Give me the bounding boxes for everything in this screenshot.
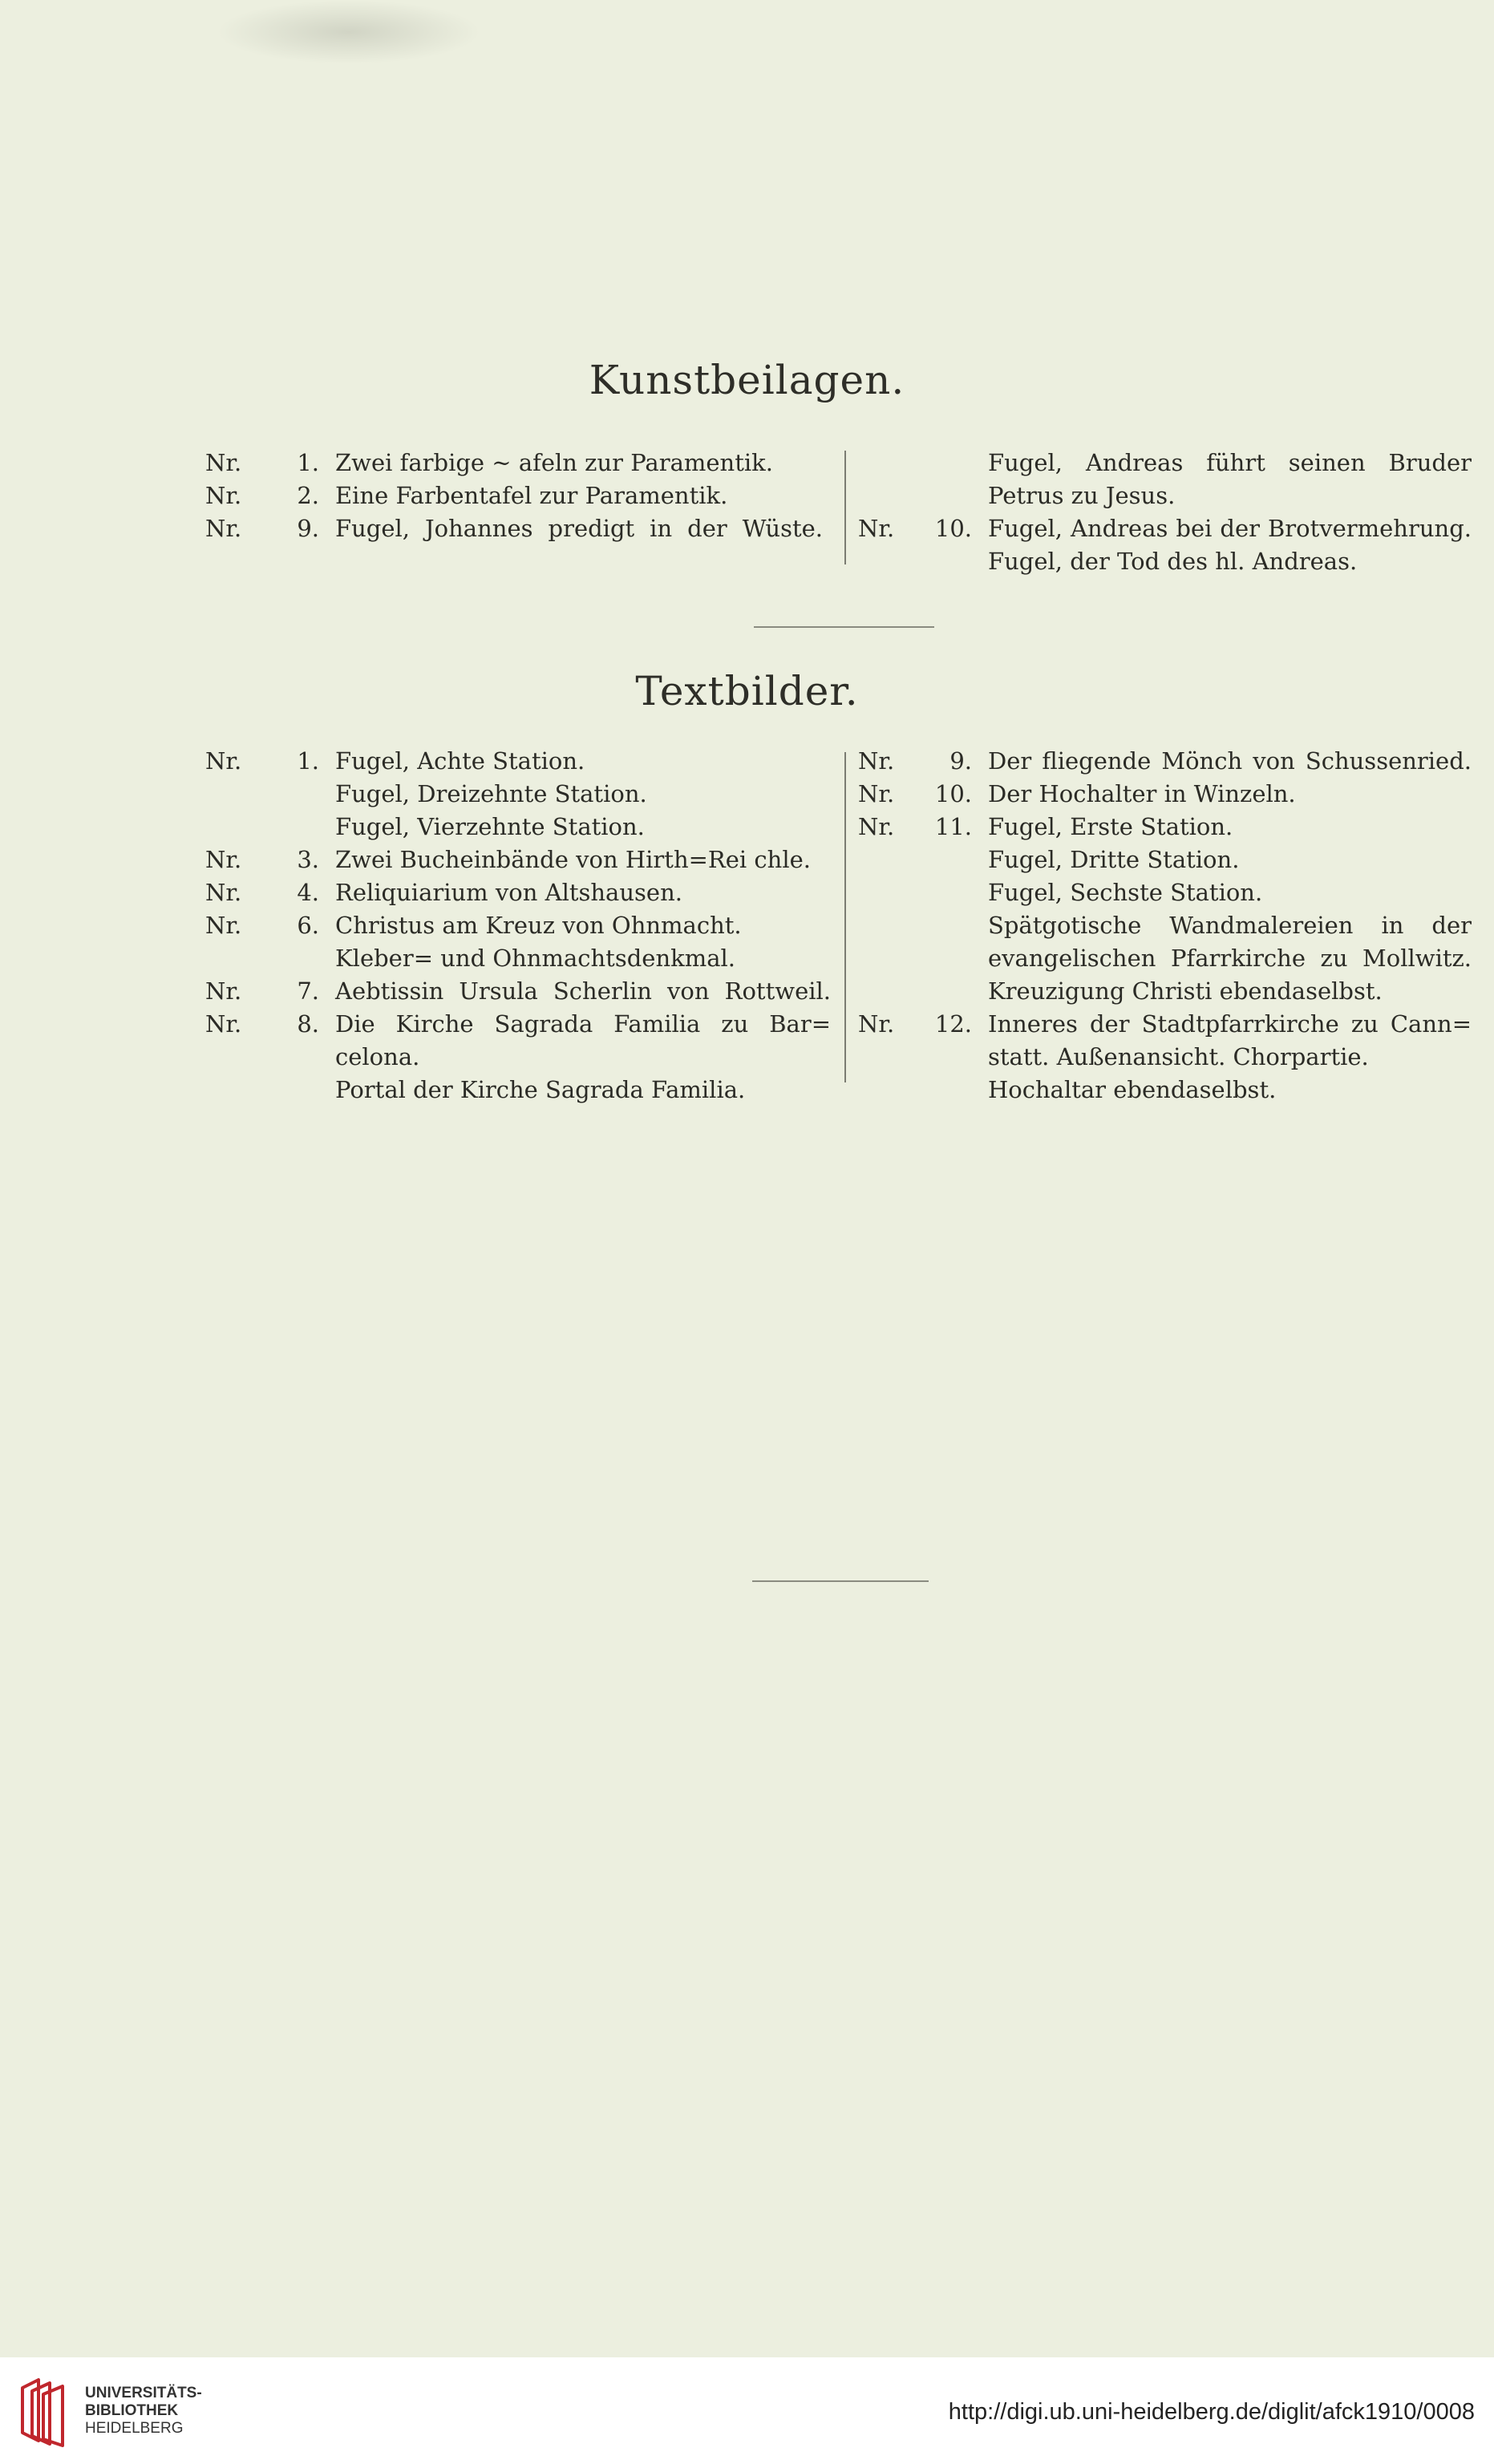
entry-number — [908, 909, 988, 942]
logo-line: BIBLIOTHEK — [85, 2402, 179, 2419]
list-item — [205, 876, 831, 909]
entry-text: Fugel, Sechste Station. — [988, 879, 1263, 906]
entry-text: statt. Außenansicht. Chorpartie. — [988, 1043, 1369, 1070]
entry-prefix: Nr. — [858, 813, 895, 840]
entry-prefix — [205, 1041, 255, 1074]
list-item — [858, 1074, 1472, 1107]
logo-line: HEIDELBERG — [85, 2420, 184, 2437]
entry-text: celona. — [335, 1043, 420, 1070]
entry-prefix — [858, 844, 908, 876]
entry-text: Der Hochalter in Winzeln. — [988, 780, 1296, 807]
entry-number — [908, 1041, 988, 1074]
entry-prefix: Nr. — [205, 977, 242, 1005]
entry-prefix: Nr. — [205, 879, 242, 906]
entry-text: Fugel, Erste Station. — [988, 813, 1233, 840]
list-item — [205, 811, 831, 844]
entry-prefix: Nr. — [205, 846, 242, 873]
entry-number: 11. — [934, 813, 972, 840]
entry-text: Der fliegende Mönch von Schussenried. — [988, 747, 1472, 775]
list-item — [858, 844, 1472, 876]
entry-prefix — [858, 479, 908, 512]
entry-text: Kreuzigung Christi ebendaselbst. — [988, 977, 1383, 1005]
library-logo-text — [85, 2385, 202, 2438]
entry-text: Zwei farbige ~ afeln zur Paramentik. — [335, 449, 773, 476]
list-item — [858, 447, 1472, 479]
list-item — [858, 545, 1472, 578]
entry-prefix: Nr. — [205, 1010, 242, 1038]
entry-prefix: Nr. — [858, 515, 895, 542]
entry-number — [255, 942, 335, 975]
list-item — [205, 1074, 831, 1107]
entry-text: Hochaltar ebendaselbst. — [988, 1076, 1277, 1103]
kunstbeilagen-left-column — [205, 447, 823, 545]
entry-number: 2. — [297, 482, 319, 509]
entry-prefix: Nr. — [205, 515, 242, 542]
entry-text: Kleber= und Ohnmachtsdenkmal. — [335, 945, 735, 972]
list-item — [858, 909, 1472, 942]
entry-prefix — [858, 1041, 908, 1074]
entry-number: 7. — [297, 977, 319, 1005]
entry-number — [908, 545, 988, 578]
heading-kunstbeilagen: Kunstbeilagen. — [589, 357, 905, 403]
entry-number: 8. — [297, 1010, 319, 1038]
entry-prefix — [858, 876, 908, 909]
entry-number: 12. — [934, 1010, 972, 1038]
list-item — [858, 1008, 1472, 1041]
entry-number — [255, 778, 335, 811]
entry-number: 3. — [297, 846, 319, 873]
footer-bar — [0, 2357, 1494, 2464]
entry-text: Fugel, der Tod des hl. Andreas. — [988, 548, 1358, 575]
source-url[interactable]: http://digi.ub.uni-heidelberg.de/diglit/afck1910/0008 — [948, 2399, 1475, 2425]
entry-prefix — [205, 778, 255, 811]
entry-number — [908, 479, 988, 512]
list-item — [858, 811, 1472, 844]
entry-number — [255, 1074, 335, 1107]
entry-text: Fugel, Dreizehnte Station. — [335, 780, 647, 807]
entry-number — [908, 942, 988, 975]
entry-number: 1. — [297, 747, 319, 775]
entry-prefix — [858, 909, 908, 942]
column-divider — [844, 752, 846, 1082]
list-item — [205, 479, 823, 512]
kunstbeilagen-right-column — [858, 447, 1472, 578]
entry-prefix — [858, 975, 908, 1008]
list-item — [205, 778, 831, 811]
entry-number: 10. — [934, 515, 972, 542]
entry-text: Inneres der Stadtpfarrkirche zu Cann= — [988, 1010, 1472, 1038]
entry-prefix: Nr. — [205, 449, 242, 476]
entry-prefix — [858, 447, 908, 479]
entry-prefix: Nr. — [205, 912, 242, 939]
entry-prefix — [858, 1074, 908, 1107]
entry-text: Spätgotische Wandmalereien in der — [988, 912, 1472, 939]
entry-number: 10. — [934, 780, 972, 807]
entry-prefix: Nr. — [205, 482, 242, 509]
logo-line: UNIVERSITÄTS- — [85, 2385, 202, 2401]
entry-number: 9. — [949, 747, 972, 775]
list-item — [858, 745, 1472, 778]
entry-prefix: Nr. — [205, 747, 242, 775]
list-item — [205, 447, 823, 479]
entry-text: Fugel, Andreas bei der Brotvermehrung. — [988, 515, 1472, 542]
entry-text: Aebtissin Ursula Scherlin von Rottweil. — [335, 977, 831, 1005]
entry-text: Fugel, Achte Station. — [335, 747, 585, 775]
section-divider — [752, 1580, 929, 1582]
entry-number — [908, 844, 988, 876]
entry-text: Die Kirche Sagrada Familia zu Bar= — [335, 1010, 831, 1038]
list-item — [205, 942, 831, 975]
list-item — [858, 512, 1472, 545]
list-item — [205, 1008, 831, 1041]
section-divider — [754, 626, 934, 628]
entry-number — [908, 1074, 988, 1107]
entry-prefix: Nr. — [858, 1010, 895, 1038]
list-item — [205, 975, 831, 1008]
textbilder-right-column — [858, 745, 1472, 1107]
list-item — [858, 479, 1472, 512]
list-item — [205, 512, 823, 545]
entry-number: 1. — [297, 449, 319, 476]
entry-number — [908, 975, 988, 1008]
list-item — [858, 942, 1472, 975]
list-item — [205, 909, 831, 942]
list-item — [858, 778, 1472, 811]
entry-text: Fugel, Vierzehnte Station. — [335, 813, 645, 840]
list-item — [205, 844, 831, 876]
list-item — [858, 975, 1472, 1008]
column-divider — [844, 451, 846, 564]
entry-text: Fugel, Andreas führt seinen Bruder — [988, 449, 1472, 476]
entry-text: Portal der Kirche Sagrada Familia. — [335, 1076, 746, 1103]
entry-prefix — [858, 942, 908, 975]
entry-text: Christus am Kreuz von Ohnmacht. — [335, 912, 742, 939]
entry-number — [908, 447, 988, 479]
list-item — [858, 876, 1472, 909]
entry-number: 9. — [297, 515, 319, 542]
entry-prefix — [205, 942, 255, 975]
list-item — [858, 1041, 1472, 1074]
entry-prefix — [205, 811, 255, 844]
entry-text: Fugel, Johannes predigt in der Wüste. — [335, 515, 823, 542]
entry-number: 4. — [297, 879, 319, 906]
entry-text: Fugel, Dritte Station. — [988, 846, 1240, 873]
entry-prefix: Nr. — [858, 747, 895, 775]
entry-number — [908, 876, 988, 909]
entry-text: evangelischen Pfarrkirche zu Mollwitz. — [988, 945, 1472, 972]
entry-number — [255, 811, 335, 844]
entry-text: Zwei Bucheinbände von Hirth=Rei chle. — [335, 846, 811, 873]
entry-text: Eine Farbentafel zur Paramentik. — [335, 482, 728, 509]
heading-textbilder: Textbilder. — [635, 668, 859, 714]
list-item — [205, 1041, 831, 1074]
entry-prefix — [858, 545, 908, 578]
entry-prefix: Nr. — [858, 780, 895, 807]
entry-prefix — [205, 1074, 255, 1107]
entry-number: 6. — [297, 912, 319, 939]
library-logo-icon — [14, 2373, 71, 2447]
paper-smudge — [217, 0, 481, 64]
entry-number — [255, 1041, 335, 1074]
entry-text: Reliquiarium von Altshausen. — [335, 879, 682, 906]
textbilder-left-column — [205, 745, 831, 1107]
entry-text: Petrus zu Jesus. — [988, 482, 1176, 509]
list-item — [205, 745, 831, 778]
